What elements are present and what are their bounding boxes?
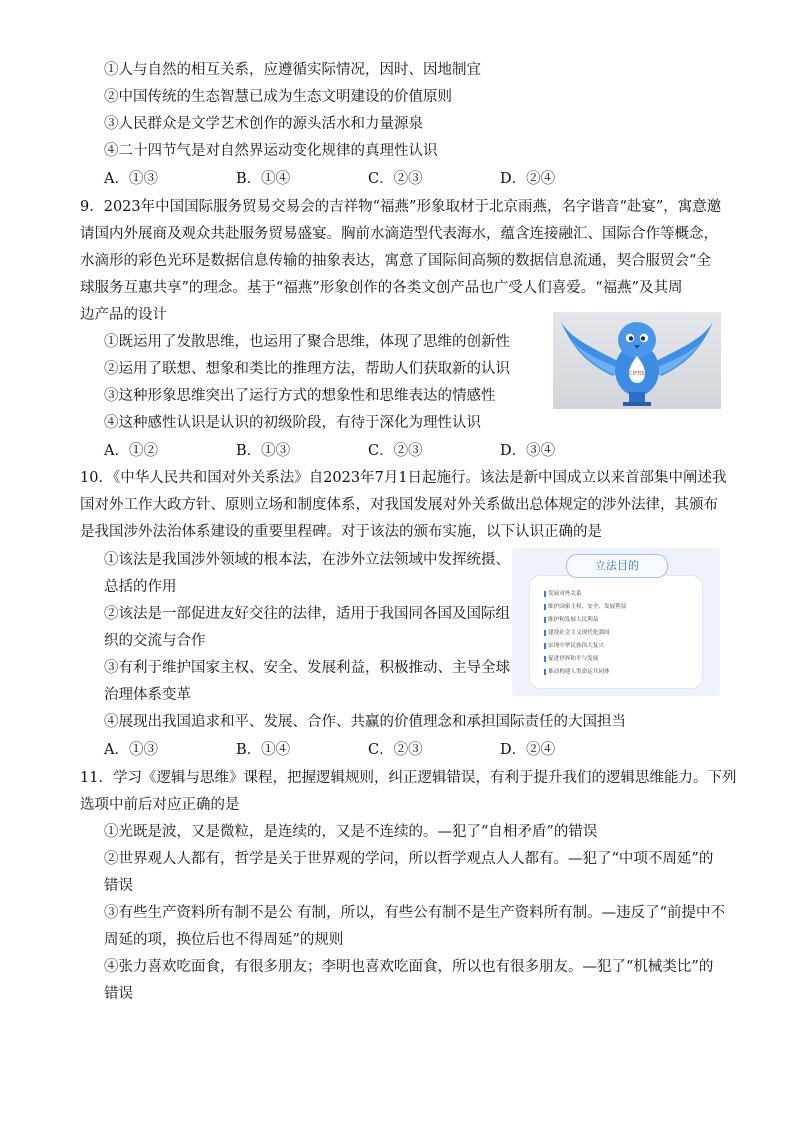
legislative-purpose-title: 立法目的: [566, 554, 668, 578]
q10-option-d: D．②④: [500, 742, 556, 758]
q9-option-b: B．①③: [236, 443, 291, 459]
q10-stem-line-2: 国对外工作大政方针、原则立场和制度体系，对我国发展对外关系做出总体规定的涉外法律，其颁布: [80, 497, 718, 513]
legislative-purpose-image: [512, 548, 720, 696]
q9-stem-line-4: 球服务互惠共享”的理念。基于“福燕”形象创作的各类文创产品也广受人们喜爱。“福燕”及其周: [80, 280, 683, 296]
law-purpose-item: 发展对外关系: [548, 591, 582, 597]
law-purpose-item: 维护和发展人民利益: [548, 617, 599, 623]
q10-options: [104, 740, 632, 760]
q11-stem-line-1: 11．学习《逻辑与思维》课程，把握逻辑规则，纠正逻辑错误，有利于提升我们的逻辑思维能力。下列: [80, 770, 737, 786]
q11-item-4: ④张力喜欢吃面食，有很多朋友；李明也喜欢吃面食，所以也有很多朋友。—犯了“机械类比”的: [104, 959, 714, 975]
law-purpose-item: 实现中华民族伟大复兴: [548, 643, 604, 649]
q9-stem-line-5: 边产品的设计: [80, 307, 167, 323]
q9-item-2: ②运用了联想、想象和类比的推理方法，帮助人们获取新的认识: [104, 361, 510, 377]
q8-option-a: A．①③: [104, 171, 158, 187]
q8-item-4: ④二十四节气是对自然界运动变化规律的真理性认识: [104, 143, 438, 159]
q8-item-2: ②中国传统的生态智慧已成为生态文明建设的价值原则: [104, 89, 452, 105]
q11-item-3: ③有些生产资料所有制不是公 有制，所以，有些公有制不是生产资料所有制。—违反了“前提中不: [104, 905, 726, 921]
q9-item-4: ④这种感性认识是认识的初级阶段，有待于深化为理性认识: [104, 415, 481, 431]
q11-item-2-cont: 错误: [104, 878, 133, 894]
q9-item-1: ①既运用了发散思维，也运用了聚合思维，体现了思维的创新性: [104, 334, 510, 350]
q9-item-3: ③这种形象思维突出了运行方式的想象性和思维表达的情感性: [104, 388, 496, 404]
q8-options: [104, 169, 632, 189]
mascot-badge-text: CIFTIS: [629, 371, 645, 377]
law-purpose-item: 推动构建人类命运共同体: [548, 669, 610, 675]
q9-stem-line-2: 请国内外展商及观众共赴服务贸易盛宴。胸前水滴造型代表海水，蕴含连接融汇、国际合作等概念，: [80, 226, 718, 242]
q10-item-2-cont: 织的交流与合作: [104, 633, 206, 649]
q11-item-4-cont: 错误: [104, 986, 133, 1002]
law-purpose-item: 促进世界和平与发展: [548, 656, 599, 662]
q11-item-2: ②世界观人人都有，哲学是关于世界观的学问，所以哲学观点人人都有。—犯了“中项不周延”的: [104, 851, 714, 867]
q10-option-c: C．②③: [368, 742, 423, 758]
q10-item-4: ④展现出我国追求和平、发展、合作、共赢的价值理念和承担国际责任的大国担当: [104, 714, 626, 730]
q8-option-b: B．①④: [236, 171, 291, 187]
q10-item-3-cont: 治理体系变革: [104, 687, 191, 703]
q8-item-1: ①人与自然的相互关系，应遵循实际情况，因时、因地制宜: [104, 62, 481, 78]
q10-option-b: B．①④: [236, 742, 291, 758]
q8-option-d: D．②④: [500, 171, 556, 187]
q10-stem-line-3: 是我国涉外法治体系建设的重要里程碑。对于该法的颁布实施，以下认识正确的是: [80, 524, 602, 540]
q11-item-1: ①光既是波，又是微粒，是连续的，又是不连续的。—犯了“自相矛盾”的错误: [104, 824, 598, 840]
q9-option-a: A．①②: [104, 443, 158, 459]
q9-options: [104, 441, 632, 461]
q11-item-3-cont: 周延的项，换位后也不得周延”的规则: [104, 932, 344, 948]
law-purpose-item: 维护国家主权、安全、发展利益: [548, 604, 627, 610]
q10-item-3: ③有利于维护国家主权、安全、发展利益，积极推动、主导全球: [104, 660, 510, 676]
q9-option-c: C．②③: [368, 443, 423, 459]
q8-option-c: C．②③: [368, 171, 423, 187]
q8-item-3: ③人民群众是文学艺术创作的源头活水和力量源泉: [104, 116, 423, 132]
mascot-bird-illustration: [553, 312, 721, 409]
q9-option-d: D．③④: [500, 443, 556, 459]
q10-stem-line-1: 10．《中华人民共和国对外关系法》自2023年7月1日起施行。该法是新中国成立以来首部集中阐述我: [80, 470, 727, 486]
q10-option-a: A．①③: [104, 742, 158, 758]
legislative-purpose-card: [530, 576, 702, 688]
q10-item-2: ②该法是一部促进友好交往的法律，适用于我国同各国及国际组: [104, 606, 510, 622]
q10-item-1: ①该法是我国涉外领域的根本法，在涉外立法领域中发挥统摄、: [104, 552, 510, 568]
law-purpose-item: 建设社会主义现代化强国: [548, 630, 610, 636]
q9-stem-line-3: 水滴形的彩色光环是数据信息传输的抽象表达，寓意了国际间高频的数据信息流通，契合服贸会“全: [80, 253, 711, 269]
q11-stem-line-2: 选项中前后对应正确的是: [80, 797, 240, 813]
q10-item-1-cont: 总括的作用: [104, 579, 177, 595]
mascot-image: [553, 312, 721, 409]
q9-stem-line-1: 9．2023年中国国际服务贸易交易会的吉祥物“福燕”形象取材于北京雨燕，名字谐音“赴宴”，寓意邀: [80, 199, 722, 215]
